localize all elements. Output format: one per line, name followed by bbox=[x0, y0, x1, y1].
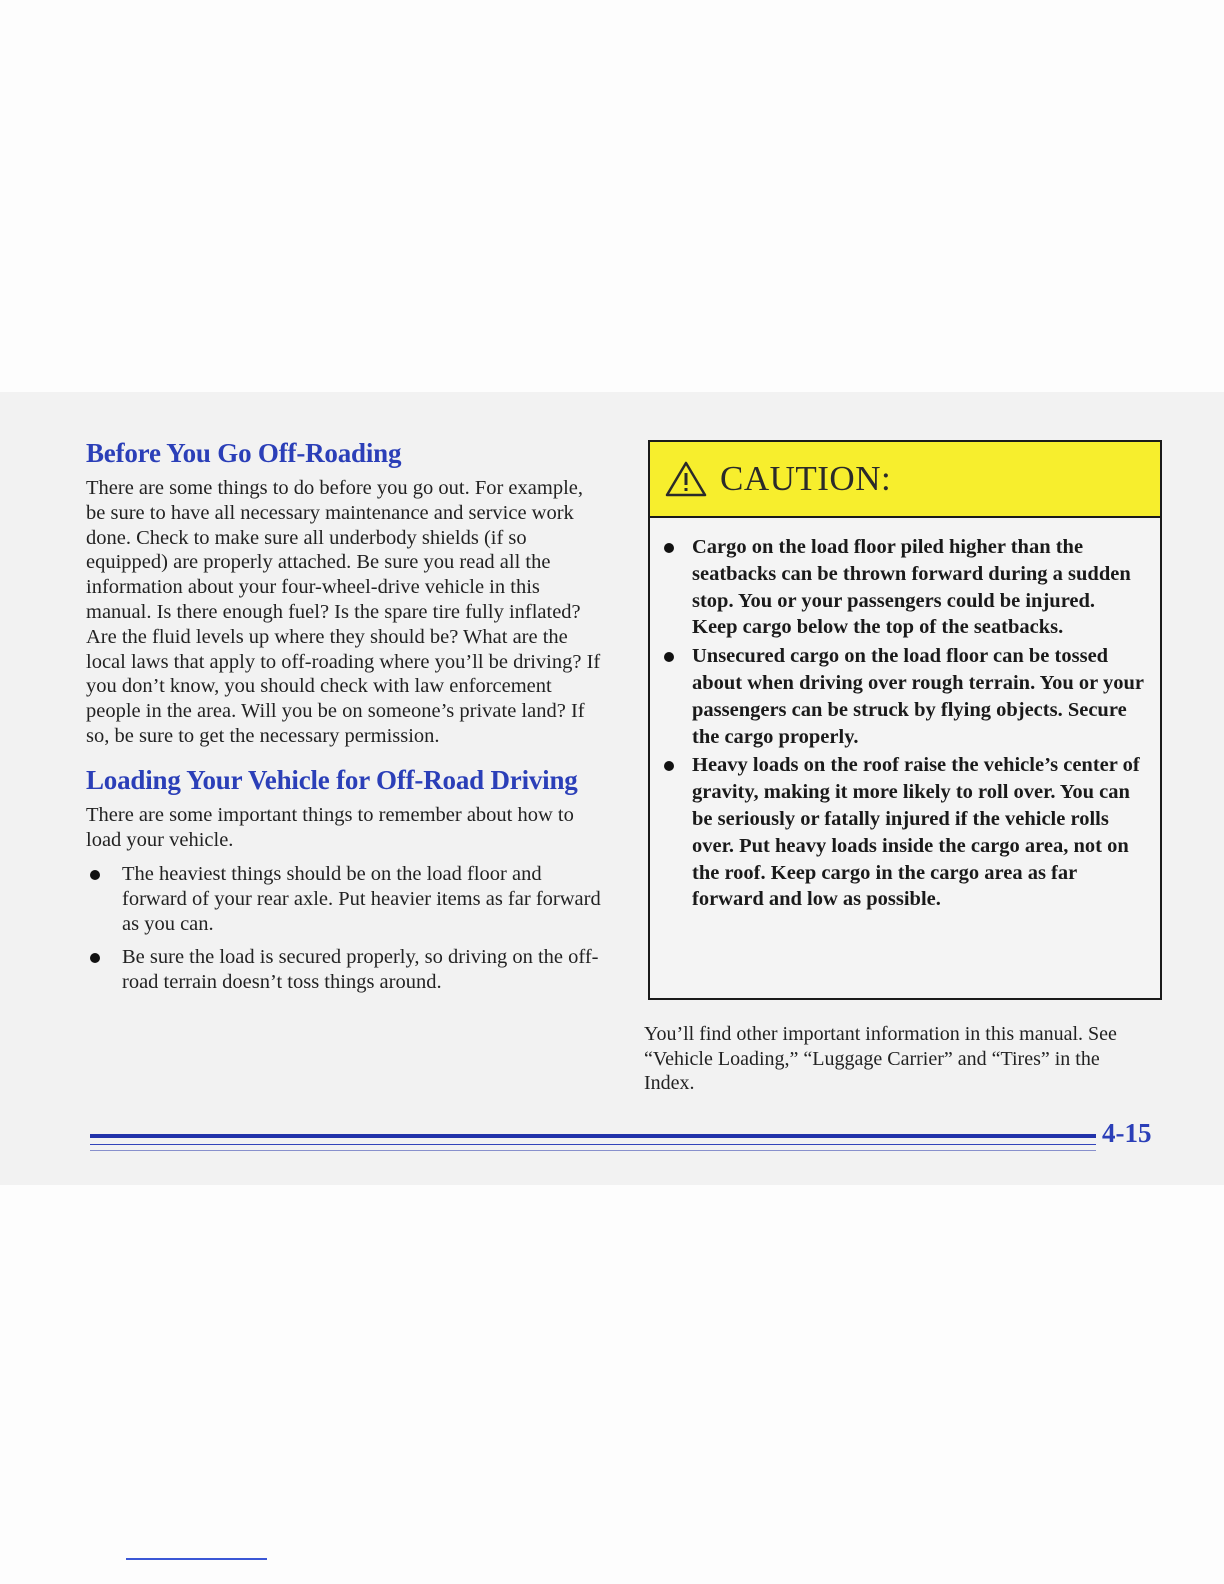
heading-before-off-roading: Before You Go Off-Roading bbox=[86, 438, 402, 468]
left-column bbox=[86, 436, 606, 1003]
caution-item-text: Heavy loads on the roof raise the vehicle’s center of gravity, making it more likely to roll over. You can be seriously or fatally injured if the vehicle rolls over. Put heavy loads inside the cargo area, not on the roof. Keep cargo in the cargo area as far forward and low as possible. bbox=[692, 754, 1140, 911]
paragraph-loading-vehicle: There are some important things to remember about how to load your vehicle. bbox=[86, 803, 574, 851]
footer-rule-thin bbox=[90, 1144, 1096, 1145]
bottom-divider bbox=[126, 1558, 267, 1560]
list-item-text: Be sure the load is secured properly, so driving on the off-road terrain doesn’t toss things around. bbox=[122, 946, 599, 994]
warning-triangle-icon bbox=[664, 460, 708, 498]
list-item bbox=[86, 945, 606, 995]
list-item bbox=[650, 752, 1144, 913]
right-column bbox=[644, 440, 1168, 1096]
footer-rule-thin-secondary bbox=[90, 1150, 1096, 1151]
caution-title: CAUTION: bbox=[720, 459, 892, 498]
bullet-dot-icon bbox=[664, 652, 674, 662]
bullet-dot-icon bbox=[664, 543, 674, 553]
caution-item-text: Cargo on the load floor piled higher than the seatbacks can be thrown forward during a sudden stop. You or your passengers could be injured. Keep cargo below the top of the seatbacks. bbox=[692, 536, 1131, 639]
footer-rule bbox=[90, 1134, 1096, 1138]
caution-item-text: Unsecured cargo on the load floor can be tossed about when driving over rough terrain. You or your passengers can be struck by flying objects. Secure the cargo properly. bbox=[692, 645, 1144, 748]
list-item bbox=[86, 862, 606, 937]
caution-box bbox=[648, 440, 1162, 1000]
page-number: 4-15 bbox=[1102, 1118, 1152, 1148]
heading-loading-vehicle: Loading Your Vehicle for Off-Road Driving bbox=[86, 764, 578, 795]
caution-list bbox=[650, 534, 1160, 913]
list-item bbox=[650, 534, 1144, 641]
loading-bullet-list bbox=[86, 862, 606, 995]
bullet-dot-icon bbox=[90, 953, 100, 963]
list-item bbox=[650, 643, 1144, 750]
see-also-paragraph: You’ll find other important information in this manual. See “Vehicle Loading,” “Luggage Carrier” and “Tires” in the Index. bbox=[644, 1023, 1117, 1094]
bullet-dot-icon bbox=[90, 870, 100, 880]
caution-header bbox=[650, 442, 1160, 518]
paragraph-before-off-roading: There are some things to do before you go out. For example, be sure to have all necessary maintenance and service work done. Check to make sure all underbody shields (if so equipped) are properly attached. Be sure you read all the information about your four-wheel-drive vehicle in this manual. Is there enough fuel? Is the spare tire fully inflated? Are the fluid levels up where they should be? What are the local laws that apply to off-roading where you’ll be driving? If you don’t know, you should check with law enforcement people in the area. Will you be on someone’s private land? If so, be sure to get the necessary permission. bbox=[86, 477, 601, 747]
list-item-text: The heaviest things should be on the load floor and forward of your rear axle. Put heavier items as far forward as you can. bbox=[122, 863, 601, 936]
bullet-dot-icon bbox=[664, 761, 674, 771]
